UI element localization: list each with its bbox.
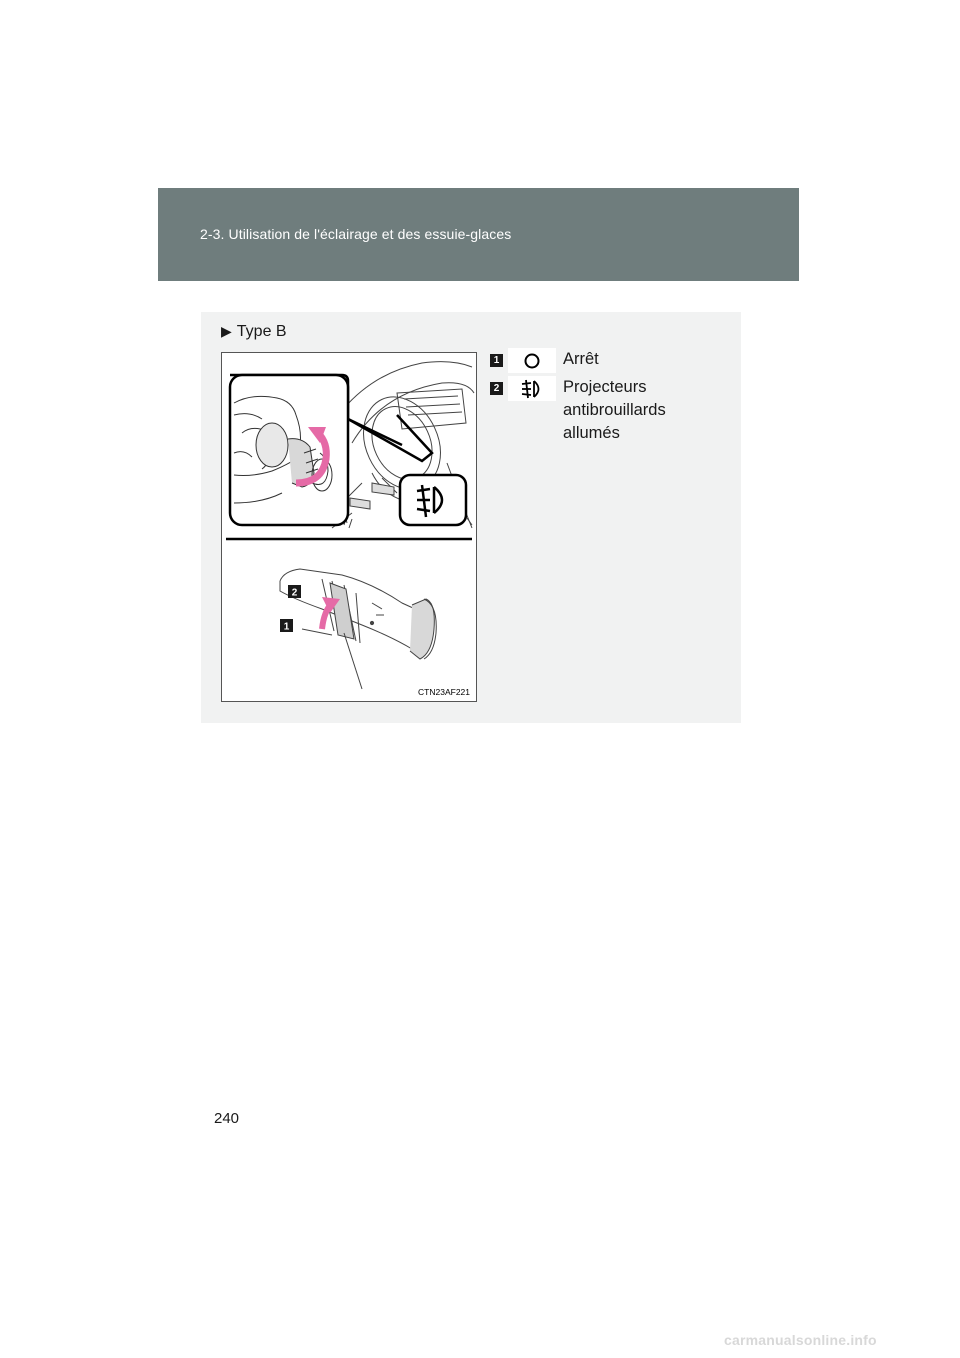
footer-watermark: carmanualsonline.info [724,1332,877,1348]
fog-light-switch-illustration [221,352,477,702]
content-box [201,312,741,723]
chapter-header [158,188,799,281]
off-circle-icon [508,348,556,373]
number-badge-1: 1 [490,354,503,367]
page-number: 240 [214,1110,240,1127]
legend-label-fog-line-3: allumés [563,424,620,442]
number-badge-2: 2 [490,382,503,395]
legend-row-2 [490,375,730,455]
legend-label-fog-line-2: antibrouillards [563,401,666,419]
callout-1-label: 1 [283,621,290,633]
chapter-title: 2-3. Utilisation de l'éclairage et des essuie-glaces [200,226,512,242]
legend-label-fog-on [563,376,666,445]
section-heading-text: Type B [236,323,287,340]
illustration-code: CTN23AF221 [418,687,470,697]
legend [490,348,730,455]
legend-label-off: Arrêt [563,350,599,368]
illustration-drawing [222,353,476,701]
section-heading [221,323,287,341]
triangle-arrow-icon: ▶ [221,323,232,339]
front-fog-light-icon [508,376,556,401]
callout-2-label: 2 [291,587,298,599]
legend-row-1 [490,348,730,375]
legend-label-fog-line-1: Projecteurs [563,378,647,396]
